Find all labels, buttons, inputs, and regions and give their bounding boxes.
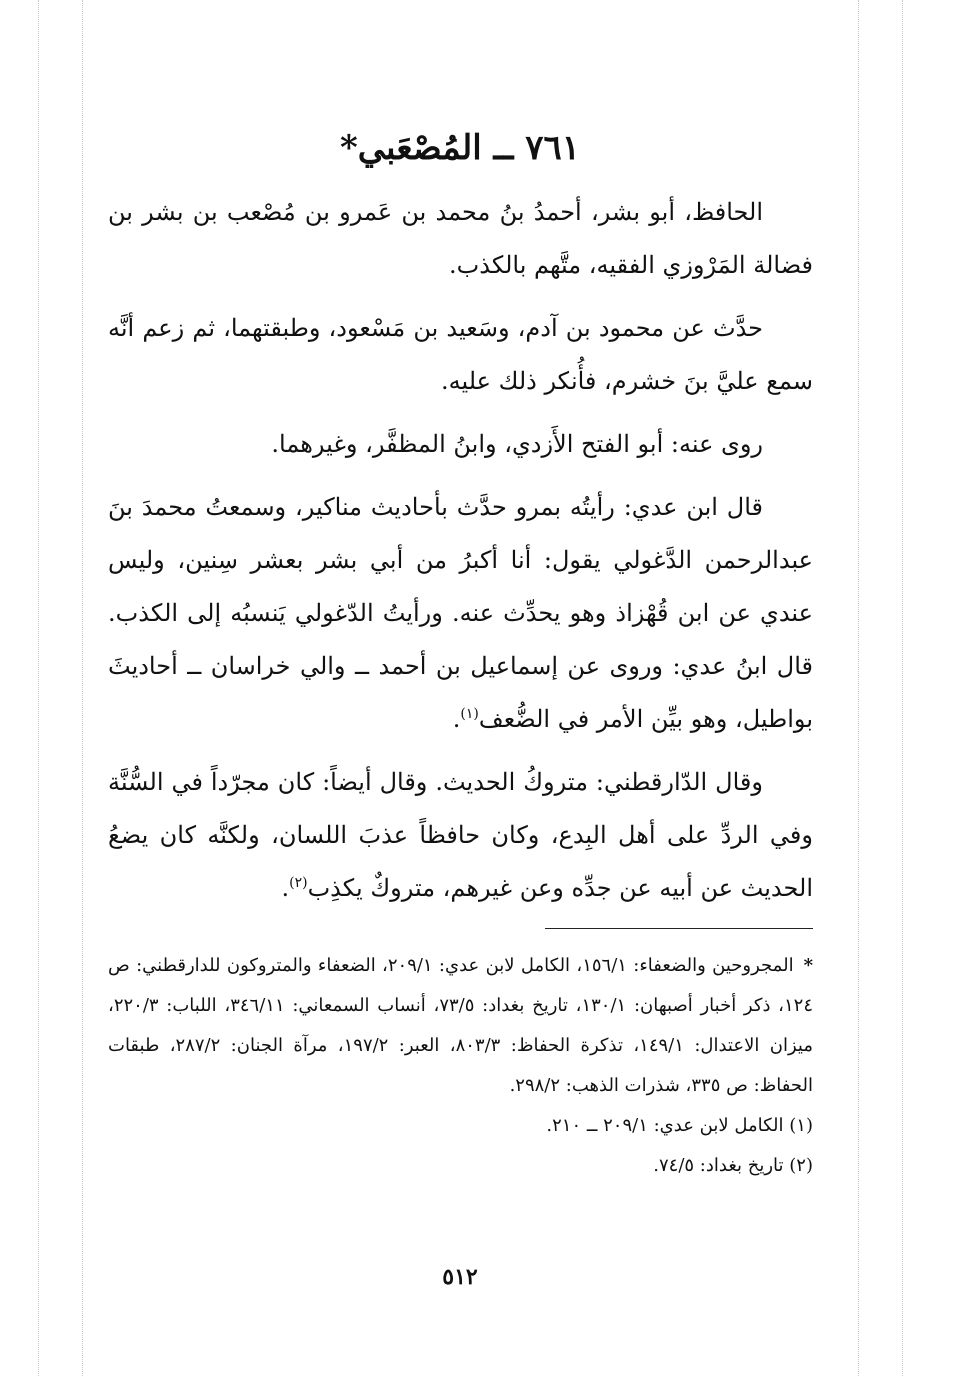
footnote-sources-text: المجروحين والضعفاء: ١٥٦/١، الكامل لابن عدي: ٢٠٩/١، الضعفاء والمتروكون للدارقطني: ص ١٢٤، ذكر أخبار أصبهان: ١٣٠/١، تاريخ بغداد: ٧٣/٥، أنساب السمعاني: ٣٤٦/١١، اللباب: ٢٢٠/٣، ميزان الاعتدال: ١٤٩/١، تذكرة الحفاظ: ٨٠٣/٣، العبر: ١٩٧/٢، مرآة الجنان: ٢٨٧/٢، طبقات الحفاظ: ص ٣٣٥، شذرات الذهب: ٢٩٨/٢. [108, 955, 814, 1096]
paragraph-daraqutni [108, 756, 813, 915]
entry-heading: ٧٦١ ــ المُصْعَبي* [339, 128, 581, 168]
footnote-star-marker: * [803, 955, 813, 976]
paragraph-daraqutni-end: . [281, 874, 290, 902]
entry-body [108, 186, 813, 925]
paragraph-daraqutni-text: وقال الدّارقطني: متروكُ الحديث. وقال أيضاً: كان مجرّداً في السُّنَّة وفي الردِّ على أهل البِدع، وكان حافظاً عذبَ اللسان، ولكنَّه كان يضعُ الحديث عن أبيه عن جدِّه وعن غيرهم، متروكٌ يكذِب [108, 768, 813, 902]
paragraph-narration: حدَّث عن محمود بن آدم، وسَعيد بن مَسْعود، وطبقتهما، ثم زعم أنَّه سمع عليَّ بنَ خشرم، فأُنكر ذلك عليه. [108, 314, 813, 395]
scan-guide-line [38, 0, 39, 1376]
scan-guide-line [82, 0, 83, 1376]
footnotes [108, 946, 813, 1186]
paragraph-ibn-adi-text: قال ابن عدي: رأيتُه بمرو حدَّث بأحاديث مناكير، وسمعتُ محمدَ بنَ عبدالرحمن الدَّغولي يقول: أنا أكبرُ من أبي بشر بعشر سِنين، وليس عندي عن ابن قُهْزاذ وهو يحدِّث عنه. ورأيتُ الدّغولي يَنسبُه إلى الكذب. قال ابنُ عدي: وروى عن إسماعيل بن أحمد ــ والي خراسان ــ أحاديثَ بواطيل، وهو بيِّن الأمر في الضُّعف [108, 493, 813, 733]
paragraph-identity: الحافظ، أبو بشر، أحمدُ بنُ محمد بن عَمرو بن مُصْعب بن بشر بن فضالة المَرْوزي الفقيه، متَّهم بالكذب. [108, 198, 813, 279]
footnote-sources [108, 946, 813, 1106]
page-number: ٥١٢ [442, 1264, 478, 1290]
scan-guide-line [858, 0, 859, 1376]
scan-guide-line [902, 0, 903, 1376]
paragraph-ibn-adi [108, 481, 813, 746]
footnote-2: (٢) تاريخ بغداد: ٧٤/٥. [653, 1155, 813, 1176]
paragraph-ibn-adi-end: . [452, 705, 461, 733]
footnote-ref-1: (١) [460, 706, 479, 722]
footnote-ref-2: (٢) [289, 875, 308, 891]
footnote-1: (١) الكامل لابن عدي: ٢٠٩/١ ــ ٢١٠. [546, 1115, 813, 1136]
paragraph-transmitters: روى عنه: أبو الفتح الأَزدي، وابنُ المظفَّر، وغيرهما. [271, 430, 763, 458]
footnote-separator [545, 928, 813, 929]
